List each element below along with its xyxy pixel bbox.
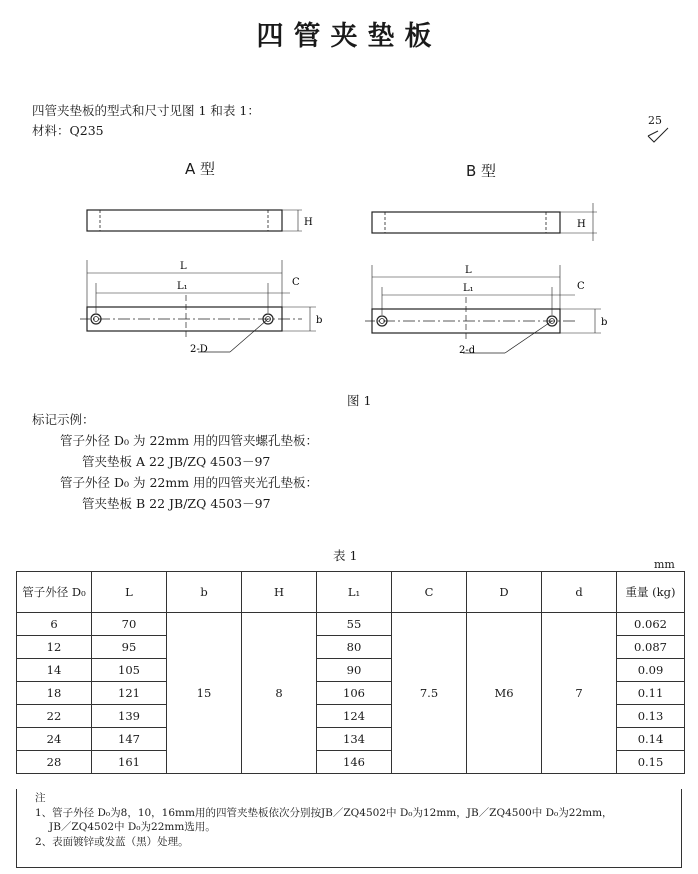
cell-l: 95 <box>92 636 167 659</box>
col-header-c: C <box>392 572 467 613</box>
table-row <box>17 613 685 636</box>
table-unit: mm <box>654 558 675 571</box>
table-caption: 表 1 <box>333 548 358 563</box>
type-a-label: A 型 <box>185 160 216 178</box>
cell-c-merged: 7.5 <box>392 613 467 774</box>
page-title: 四管夹垫板 <box>256 21 442 52</box>
cell-l1: 124 <box>317 705 392 728</box>
hole-label-b: 2-d <box>459 345 476 356</box>
cell-d0: 24 <box>17 728 92 751</box>
dim-l-a: L <box>180 261 187 272</box>
roughness-value: 25 <box>648 114 662 127</box>
dim-h-a: H <box>304 217 313 228</box>
cell-l: 70 <box>92 613 167 636</box>
cell-d0: 14 <box>17 659 92 682</box>
note-line-3: 2、表面镀锌或发蓝（黑）处理。 <box>35 835 189 848</box>
cell-h-merged: 8 <box>242 613 317 774</box>
col-header-l1: L₁ <box>317 572 392 613</box>
roughness-symbol-icon <box>646 127 670 145</box>
dim-c-a: C <box>292 277 300 288</box>
col-header-d: D <box>467 572 542 613</box>
note-line-1: 1、管子外径 D₀为8，10，16mm用的四管夹垫板依次分别按JB／ZQ4502中 D₀为12mm，JB／ZQ4500中 D₀为22mm， <box>35 806 613 819</box>
cell-l: 121 <box>92 682 167 705</box>
dimension-table <box>16 571 685 774</box>
cell-weight: 0.09 <box>617 659 685 682</box>
cell-d0: 28 <box>17 751 92 774</box>
cell-weight: 0.15 <box>617 751 685 774</box>
col-header-h: H <box>242 572 317 613</box>
cell-d0: 6 <box>17 613 92 636</box>
cell-d0: 22 <box>17 705 92 728</box>
col-header-b: b <box>167 572 242 613</box>
cell-d-small-merged: 7 <box>542 613 617 774</box>
dim-c-b: C <box>577 281 585 292</box>
type-b-label: B 型 <box>466 162 497 180</box>
cell-l: 139 <box>92 705 167 728</box>
cell-weight: 0.13 <box>617 705 685 728</box>
cell-d0: 12 <box>17 636 92 659</box>
cell-l1: 80 <box>317 636 392 659</box>
dim-b-b: b <box>601 317 608 328</box>
cell-d-merged: M6 <box>467 613 542 774</box>
figure-caption: 图 1 <box>347 393 372 408</box>
hole-label-a: 2-D <box>190 344 208 355</box>
notes-heading: 注 <box>35 792 46 804</box>
cell-l: 105 <box>92 659 167 682</box>
drawing-type-a <box>80 195 330 365</box>
intro-text: 四管夹垫板的型式和尺寸见图 1 和表 1： <box>32 103 260 118</box>
dim-h-b: H <box>577 219 586 230</box>
col-header-d0: 管子外径 D₀ <box>17 572 92 613</box>
col-header-weight: 重量 (kg) <box>617 572 685 613</box>
dim-l1-a: L₁ <box>177 281 188 292</box>
marking-line-3: 管子外径 D₀ 为 22mm 用的四管夹光孔垫板： <box>60 475 319 490</box>
cell-l1: 90 <box>317 659 392 682</box>
cell-weight: 0.087 <box>617 636 685 659</box>
cell-l1: 146 <box>317 751 392 774</box>
dim-b-a: b <box>316 315 323 326</box>
cell-l1: 134 <box>317 728 392 751</box>
material-text: 材料：Q235 <box>32 123 104 138</box>
drawing-type-b <box>365 195 615 365</box>
cell-b-merged: 15 <box>167 613 242 774</box>
marking-line-1: 管子外径 D₀ 为 22mm 用的四管夹螺孔垫板： <box>60 433 319 448</box>
cell-l1: 55 <box>317 613 392 636</box>
col-header-d-small: d <box>542 572 617 613</box>
col-header-l: L <box>92 572 167 613</box>
dim-l-b: L <box>465 265 472 276</box>
cell-weight: 0.062 <box>617 613 685 636</box>
cell-l: 147 <box>92 728 167 751</box>
marking-line-2: 管夹垫板 A 22 JB/ZQ 4503－97 <box>82 454 271 469</box>
table-header-row <box>17 572 685 613</box>
cell-weight: 0.11 <box>617 682 685 705</box>
note-line-2: JB／ZQ4502中 D₀为22mm选用。 <box>49 821 216 833</box>
cell-l1: 106 <box>317 682 392 705</box>
cell-d0: 18 <box>17 682 92 705</box>
cell-l: 161 <box>92 751 167 774</box>
table-notes <box>16 789 682 868</box>
cell-weight: 0.14 <box>617 728 685 751</box>
marking-heading: 标记示例： <box>32 412 95 427</box>
dim-l1-b: L₁ <box>463 283 474 294</box>
marking-line-4: 管夹垫板 B 22 JB/ZQ 4503－97 <box>82 496 271 511</box>
